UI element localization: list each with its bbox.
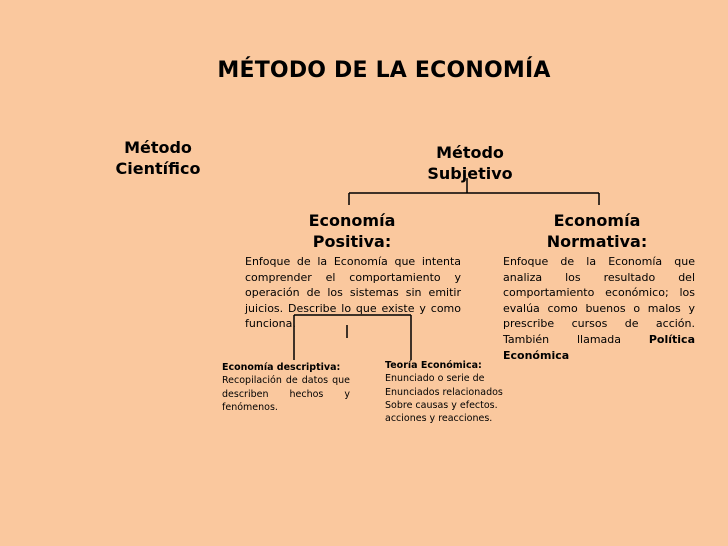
teoria-economica-box [385, 359, 515, 425]
teoria-economica-line-2: Enunciados relacionados [385, 386, 503, 398]
metodo-subjetivo-label: Método Subjetivo [427, 143, 513, 183]
economia-normativa-body: Enfoque de la Economía que analiza los resultado del comportamiento económico; los evalúa como buenos o malos y prescribe cursos de acción. También llamada [503, 255, 695, 346]
teoria-economica-line-3: Sobre causas y efectos. [385, 399, 498, 411]
teoria-economica-line-4: acciones y reacciones. [385, 413, 493, 425]
politica-economica-term: Política Económica [503, 332, 695, 362]
economia-positiva-title: Economía Positiva: [308, 211, 396, 251]
economia-normativa-text [503, 254, 695, 363]
economia-normativa-title: Economía Normativa: [546, 211, 648, 251]
teoria-economica-title: Teoría Económica: [385, 360, 482, 371]
page-title: MÉTODO DE LA ECONOMÍA [217, 58, 551, 83]
economia-descriptiva-title: Economía descriptiva: [222, 362, 341, 373]
economia-descriptiva-box [222, 361, 350, 414]
economia-descriptiva-text: Recopilación de datos que describen hechos y fenómenos. [222, 375, 350, 413]
economia-positiva-text: Enfoque de la Economía que intenta comprender el comportamiento y operación de los sistemas sin emitir juicios. Describe lo que existe y como funciona. [245, 255, 461, 331]
teoria-economica-line-1: Enunciado o serie de [385, 373, 485, 385]
metodo-cientifico-label: Método Científico [115, 138, 201, 178]
